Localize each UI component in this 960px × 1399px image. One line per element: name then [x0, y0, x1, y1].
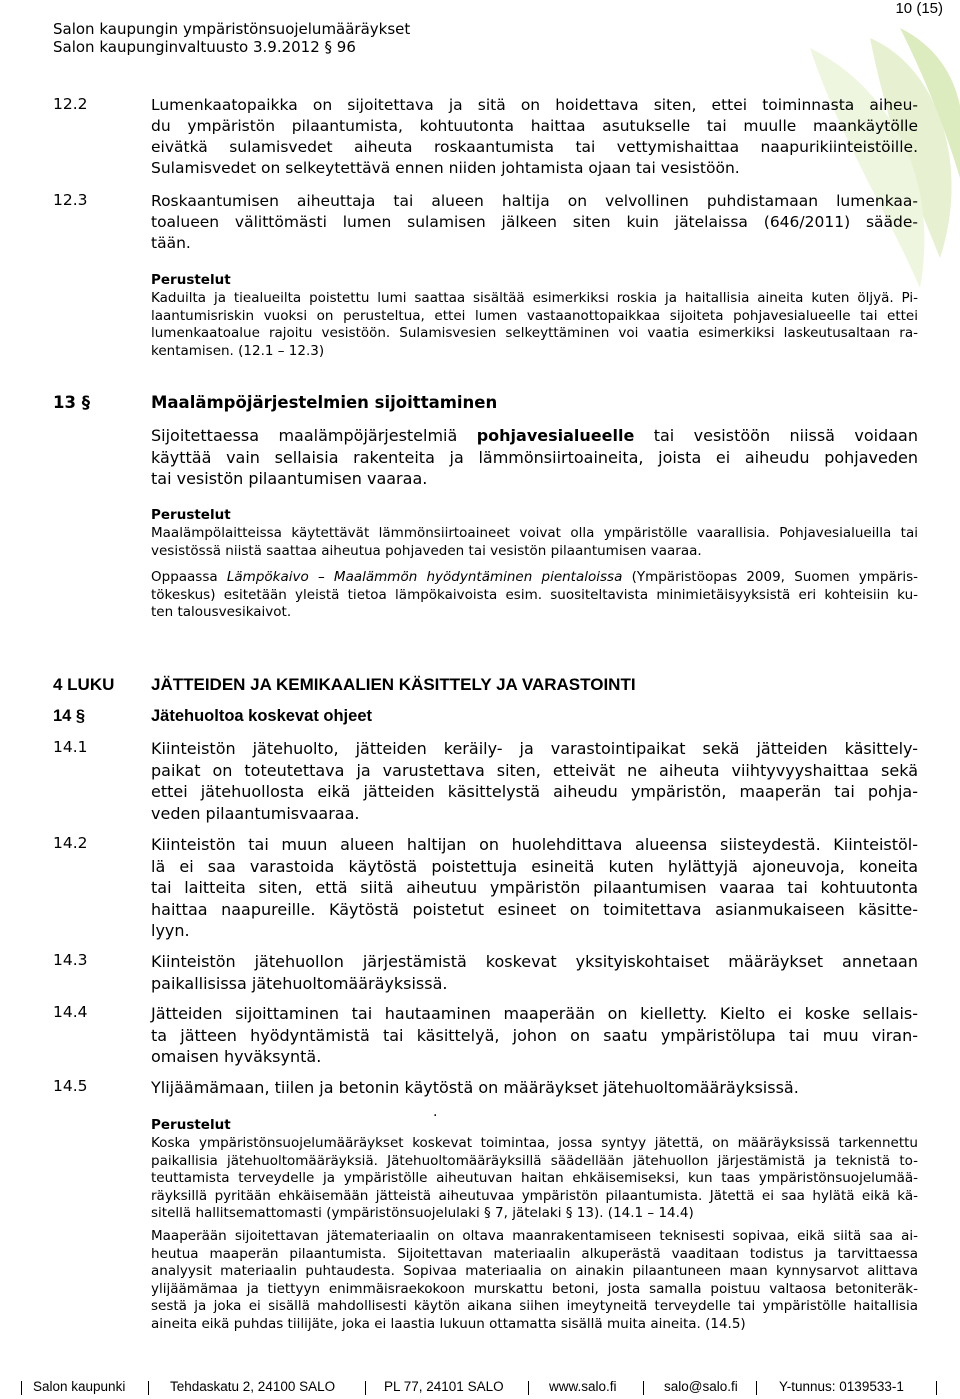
- section-title: Jätehuoltoa koskevat ohjeet: [151, 707, 372, 725]
- section-number: 14 §: [53, 707, 86, 725]
- text-line: paikallisissa jätehuoltomääräyksissä.: [151, 973, 448, 993]
- text-line: heutua maaperän pilaantumista. Sijoitettavan materiaalin alkuperästä vaaditaan todistus ja tarvittaessa: [151, 1245, 918, 1262]
- page-footer: [0, 1378, 960, 1398]
- text-line: ettei jätehuollosta eikä jätteiden käsittelystä aiheudu ympäristön, maaperän tai pohja-: [151, 782, 918, 801]
- text-line: Kiinteistön jätehuolto, jätteiden keräily- ja varastointipaikat sekä jätteiden käsittely-: [151, 739, 918, 758]
- footer-email-link[interactable]: salo@salo.fi: [664, 1379, 738, 1394]
- guide-title: Lämpökaivo – Maalämmön hyödyntäminen pientaloissa: [226, 569, 623, 585]
- paragraph-14-1: [151, 738, 918, 824]
- text-line: lä ei saa varastoida käytöstä poistettuja esineitä kuten hylättyjä ajoneuvoja, koneita: [151, 856, 918, 876]
- paragraph-number: 14.3: [53, 951, 88, 969]
- text-line: käyttää vain sellaisia rakenteita ja lämmönsiirtoaineita, joista ei aiheudu pohjaveden: [151, 447, 918, 467]
- footer-separator: [528, 1381, 529, 1395]
- page-number: 10 (15): [895, 0, 943, 17]
- text-line: ten talousvesikaivot.: [151, 604, 292, 620]
- text-line: Kiinteistön tai muun alueen haltijan on huolehdittava alueensa siisteydestä. Kiinteistöl-: [151, 835, 918, 854]
- text-line: räyksillä pyritään ehkäisemään jätteistä aiheutuvaa ympäristön pilaantumista. Jätettä ei saa hylätä eikä kä-: [151, 1187, 918, 1204]
- paragraph-14-2: [151, 834, 918, 942]
- paragraph-12-3: [151, 191, 918, 254]
- rationale-heading: Perustelut: [151, 507, 231, 523]
- text-line: omaisen hyväksyntä.: [151, 1047, 322, 1066]
- text-line: haittaa naapureille. Käytöstä poistetut esineet on toimitettava asianmukaiseen käsitte-: [151, 899, 918, 919]
- rationale-14: [151, 1135, 918, 1223]
- paragraph-number: 12.2: [53, 95, 88, 113]
- rationale-12: [151, 290, 918, 360]
- text-line: teuttamista terveydelle ja ympäristölle aiheutuvan haitan ehkäisemiseksi, kun taas ympäristönsuojelumää-: [151, 1170, 918, 1186]
- text-line: toalueen välittömästi lumen sulamisen jälkeen siten kuin jätelaissa (646/2011) sääde-: [151, 213, 918, 231]
- text-line: Roskaantumisen aiheuttaja tai alueen haltija on velvollinen puhdistamaan lumenkaa-: [151, 192, 918, 210]
- text-line: lumenkaatoalue rajoitu vesistöön. Sulamisvesien selkeyttäminen voi vaatia esimerkiksi laskeutusaltaan ra-: [151, 325, 918, 341]
- rationale-heading: Perustelut: [151, 272, 231, 288]
- footer-website-link[interactable]: www.salo.fi: [549, 1379, 617, 1394]
- text-line: ylijäämämaa ja tiettyyn enimmäisraekokoon murskattu betoni, josta samalla poistuu valtaosa betoniteräk-: [151, 1280, 918, 1297]
- rationale-heading: Perustelut: [151, 1117, 231, 1133]
- footer-separator: [21, 1381, 22, 1395]
- paragraph-number: 14.5: [53, 1077, 88, 1095]
- text-line: analyysit materiaalin puhtaudesta. Sopivaa materiaalia on ainakin pilaantuneen maan kynnysarvot alittava: [151, 1263, 918, 1279]
- document-header-meeting: Salon kaupunginvaltuusto 3.9.2012 § 96: [53, 38, 356, 56]
- text-fragment: Sijoitettaessa maalämpöjärjestelmiä: [151, 426, 477, 445]
- paragraph-14-5: [151, 1077, 918, 1099]
- text-line: Maaperään sijoitettavan jätemateriaalin on oltava maanrakentamiseen teknisesti sopivaa, eikä siitä saa ai-: [151, 1228, 918, 1244]
- text-line: paikat on toteutettava ja varustettava siten, etteivät ne aiheuta viihtyvyyshaittaa sekä: [151, 760, 918, 780]
- text-line: sitellä hallitsemattomasti (ympäristönsuojelulaki § 7, jätelaki § 13). (14.1 – 14.4): [151, 1205, 694, 1221]
- paragraph-number: 14.2: [53, 834, 88, 852]
- paragraph-14-4: [151, 1003, 918, 1068]
- text-line: sestä ja joka ei sisällä mahdollisesti käytön aikana siihen imeytyneitä terveydelle tai ympäristölle haitallisia: [151, 1298, 918, 1314]
- text-line: lyyn.: [151, 921, 190, 940]
- footer-separator: [148, 1381, 149, 1395]
- section-number: 13 §: [53, 393, 90, 412]
- text-line: [151, 425, 918, 447]
- text-fragment: Oppaassa: [151, 569, 227, 585]
- text-line: tökeskus) esitetään yleistä tietoa lämpökaivoista esim. suositeltavista minimietäisyyksistä eri kohteisiin ku-: [151, 586, 918, 603]
- footer-separator: [756, 1381, 757, 1395]
- text-line: Kaduilta ja tiealueilta poistettu lumi saattaa sisältää esimerkiksi roskia ja haitallisia aineita kuten öljyä. Pi-: [151, 290, 918, 306]
- text-line: tään.: [151, 234, 191, 252]
- chapter-title: JÄTTEIDEN JA KEMIKAALIEN KÄSITTELY JA VARASTOINTI: [151, 675, 636, 694]
- text-line: Maalämpölaitteissa käytettävät lämmönsiirtoaineet voivat olla ympäristölle vaarallisia. Pohjavesialueilla tai: [151, 525, 918, 541]
- paragraph-number: 14.4: [53, 1003, 88, 1021]
- section-13-text: [151, 425, 918, 490]
- text-line: eivätkä sulamisvedet aiheuta roskaantumista tai vettymishaittaa naapurikiinteistöille.: [151, 138, 918, 156]
- text-line: Ylijäämämaan, tiilen ja betonin käytöstä on määräykset jätehuoltomääräyksissä.: [151, 1078, 799, 1097]
- text-fragment: tai vesistöön niissä voidaan: [634, 426, 919, 445]
- text-line: tai laitteita siten, että siitä aiheutuu ympäristön pilaantumisen vaaraa tai kohtuutonta: [151, 878, 918, 897]
- text-line: [151, 569, 918, 587]
- text-line: kentamisen. (12.1 – 12.3): [151, 342, 325, 359]
- footer-separator: [365, 1381, 366, 1395]
- emphasis-text: pohjavesialueelle: [476, 426, 635, 445]
- text-line: paikallisia jätehuoltomääräyksiä. Jätehuoltomääräyksillä säädellään jätehuollon järjestämistä ja teknistä to-: [151, 1152, 918, 1169]
- text-line: Koska ympäristönsuojelumääräykset koskevat toimintaa, jossa syntyy jätettä, on määräyksissä tarkennettu: [151, 1135, 918, 1151]
- footer-address: Tehdaskatu 2, 24100 SALO: [170, 1379, 336, 1394]
- paragraph-number: 12.3: [53, 191, 88, 209]
- paragraph-number: 14.1: [53, 738, 88, 756]
- text-line: Jätteiden sijoittaminen tai hautaaminen maaperään on kielletty. Kielto ei koske sellais-: [151, 1004, 918, 1023]
- text-line: Sulamisvedet on selkeytettävä ennen niiden johtamista ojaan tai vesistöön.: [151, 159, 740, 177]
- text-line: vesistössä niistä saattaa aiheutua pohjaveden tai vesistön pilaantumisen vaaraa.: [151, 542, 702, 559]
- text-line: Lumenkaatopaikka on sijoitettava ja sitä on hoidettava siten, ettei toiminnasta aiheu-: [151, 96, 918, 114]
- rationale-13-guide: [151, 569, 918, 622]
- section-title: Maalämpöjärjestelmien sijoittaminen: [151, 393, 498, 412]
- paragraph-14-3: [151, 951, 918, 994]
- text-line: aineita eikä puhdas tiilijäte, joka ei laastia lukuun ottamatta sisällä muita aineita. (14.5): [151, 1315, 746, 1332]
- text-line: Kiinteistön jätehuollon järjestämistä koskevat yksityiskohtaiset määräykset annetaan: [151, 952, 918, 971]
- chapter-number: 4 LUKU: [53, 675, 115, 694]
- footer-organisation: Salon kaupunki: [33, 1379, 126, 1394]
- rationale-14-5: [151, 1228, 918, 1333]
- document-header-title: Salon kaupungin ympäristönsuojelumääräykset: [53, 20, 411, 38]
- paragraph-12-2: [151, 95, 918, 179]
- text-line: veden pilaantumisvaaraa.: [151, 803, 360, 823]
- footer-business-id: Y-tunnus: 0139533-1: [779, 1379, 904, 1394]
- text-line: ta jätteen hyödyntämistä tai käsittelyä, johon on saatu ympäristölupa tai muu viran-: [151, 1025, 918, 1045]
- rationale-13: [151, 525, 918, 560]
- text-line: tai vesistön pilaantumisen vaaraa.: [151, 469, 428, 488]
- stray-dot: .: [433, 1104, 438, 1120]
- footer-separator: [936, 1381, 937, 1395]
- text-line: laantumisriskin vuoksi on perusteltua, ettei lumen vastaanottopaikkaa sijoiteta pohjavesialueelle tai ettei: [151, 307, 918, 324]
- footer-po-box: PL 77, 24101 SALO: [384, 1379, 504, 1394]
- text-line: du ympäristön pilaantumista, kohtuutonta haittaa asutukselle tai muulle maankäytölle: [151, 117, 918, 135]
- footer-separator: [643, 1381, 644, 1395]
- text-fragment: (Ympäristöopas 2009, Suomen ympäris-: [622, 569, 918, 585]
